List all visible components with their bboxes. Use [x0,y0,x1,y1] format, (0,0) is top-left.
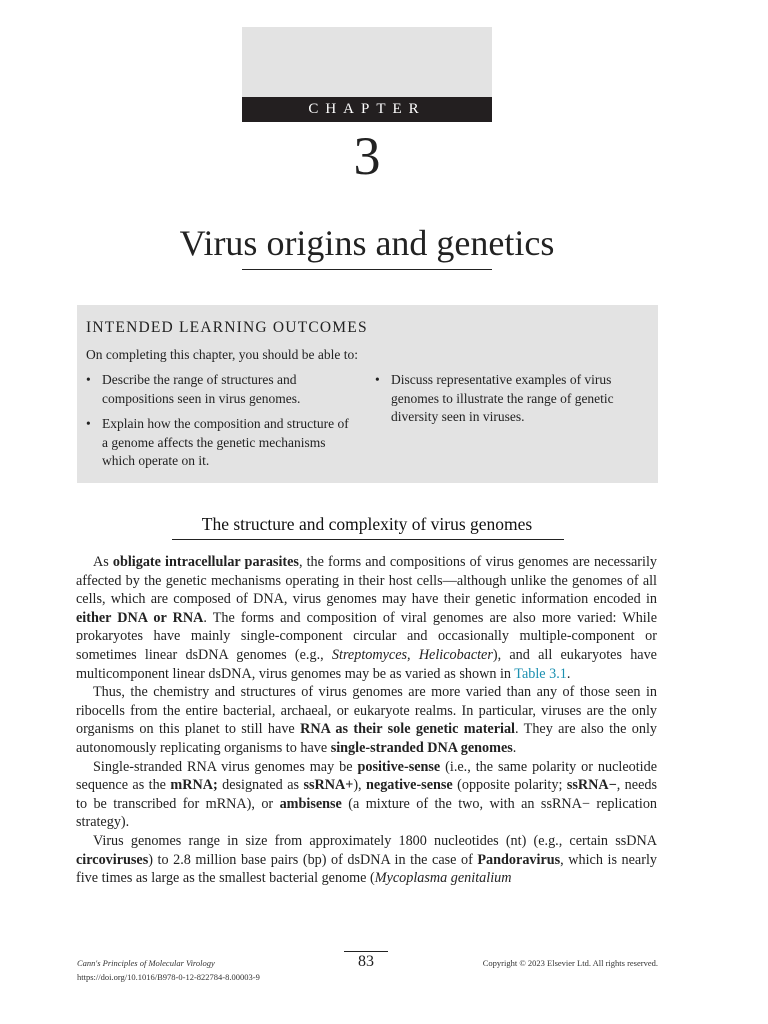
text-run: . The forms and composition of viral genomes are also more varied: While prokaryotes have mainly single-component circular and occasionally multiple-component or sometimes linear dsDNA genomes (e.g., [76,609,657,663]
chapter-label: CHAPTER [242,97,492,122]
bullet-icon: • [86,372,91,387]
bold-term: negative-sense [366,777,453,794]
table-3-1-link[interactable]: Table 3.1 [514,665,567,682]
learning-outcomes-box [77,305,658,483]
text-run: As [93,554,113,570]
text-run: . [512,739,517,756]
text-run: designated as [217,777,304,794]
outcome-item [86,415,356,471]
chapter-number: 3 [353,126,381,186]
text-run: Thus, the chemistry and structures of virus genomes are more varied than any of those seen in ribocells from the entire bacterial, archaeal, or eukaryote realms. In particular, viruses are the only organisms on this planet to still have [76,684,657,738]
body-text [76,553,657,888]
chapter-header-block [242,27,492,122]
outcome-text: Discuss representative examples of virus genomes to illustrate the range of genetic diversity seen in viruses. [391,372,614,425]
outcome-item [375,371,637,427]
learning-outcomes-heading: INTENDED LEARNING OUTCOMES [86,319,368,336]
text-run: (a mixture of the two, with an ssRNA− replication strategy). [76,795,658,831]
outcome-text: Describe the range of structures and compositions seen in virus genomes. [102,372,301,406]
text-run: , which is nearly five times as large as the smallest bacterial genome ( [76,851,657,887]
paragraph [76,553,657,683]
text-run: , the forms and compositions of virus genomes are necessarily affected by the genetic mechanisms operating in their host cells—although unlike the genomes of all cells, which are composed of DNA, virus genomes may have their genetic information encoded in [76,554,657,608]
book-title: Cann's Principles of Molecular Virology [77,958,215,968]
outcome-item [86,371,356,408]
doi-link[interactable]: https://doi.org/10.1016/B978-0-12-822784-8.00003-9 [77,972,260,982]
bold-term: mRNA; [170,777,218,794]
text-run: , [407,646,419,663]
title-underline [242,269,492,270]
section-underline [172,539,564,540]
bold-term: either DNA or RNA [76,609,204,626]
text-run: (opposite polarity; [452,777,567,794]
text-run: (i.e., the same polarity or nucleotide sequence as the [76,758,657,794]
bold-term: positive-sense [357,758,441,775]
text-run: . [566,665,571,682]
text-run: Single-stranded RNA virus genomes may be [93,758,358,775]
bold-term: ssRNA− [566,777,617,794]
text-run: Virus genomes range in size from approximately 1800 nucleotides (nt) (e.g., certain ssDNA [93,832,657,849]
text-run: ) to 2.8 million base pairs (bp) of dsDNA in the case of [148,851,478,868]
bold-term: Pandoravirus [477,851,561,868]
text-run: . They are also the only autonomously replicating organisms to have [76,721,657,756]
copyright-notice: Copyright © 2023 Elsevier Ltd. All rights reserved. [482,958,658,968]
text-run: , needs to be transcribed for mRNA), or [76,777,657,812]
paragraph [76,832,657,888]
bold-term: ssRNA+ [303,777,354,794]
bold-term: obligate intracellular parasites [112,554,299,570]
italic-term: Streptomyces [331,646,408,663]
italic-term: Mycoplasma genitalium [374,870,512,887]
bold-term: circoviruses [76,851,149,868]
outcomes-list-right [375,371,637,434]
bold-term: RNA as their sole genetic material [300,721,515,738]
bold-term: single-stranded DNA genomes [330,739,513,756]
section-heading: The structure and complexity of virus genomes [201,514,533,534]
paragraph [76,758,657,832]
page-number: 83 [358,953,374,970]
page-number-rule [344,951,388,952]
bullet-icon: • [86,416,91,432]
outcomes-list-left [86,371,356,478]
bold-term: ambisense [279,795,342,812]
bullet-icon: • [375,372,380,387]
text-run: ), and all eukaryotes have multicomponent linear dsDNA, virus genomes may be as varied as shown in [76,646,657,682]
paragraph [76,683,657,757]
learning-outcomes-intro: On completing this chapter, you should be able to: [86,347,359,362]
italic-term: Helicobacter [418,646,493,663]
text-run: ), [353,777,367,794]
outcome-text: Explain how the composition and structure of a genome affects the genetic mechanisms which operate on it. [102,416,349,469]
chapter-title: Virus origins and genetics [179,223,555,263]
